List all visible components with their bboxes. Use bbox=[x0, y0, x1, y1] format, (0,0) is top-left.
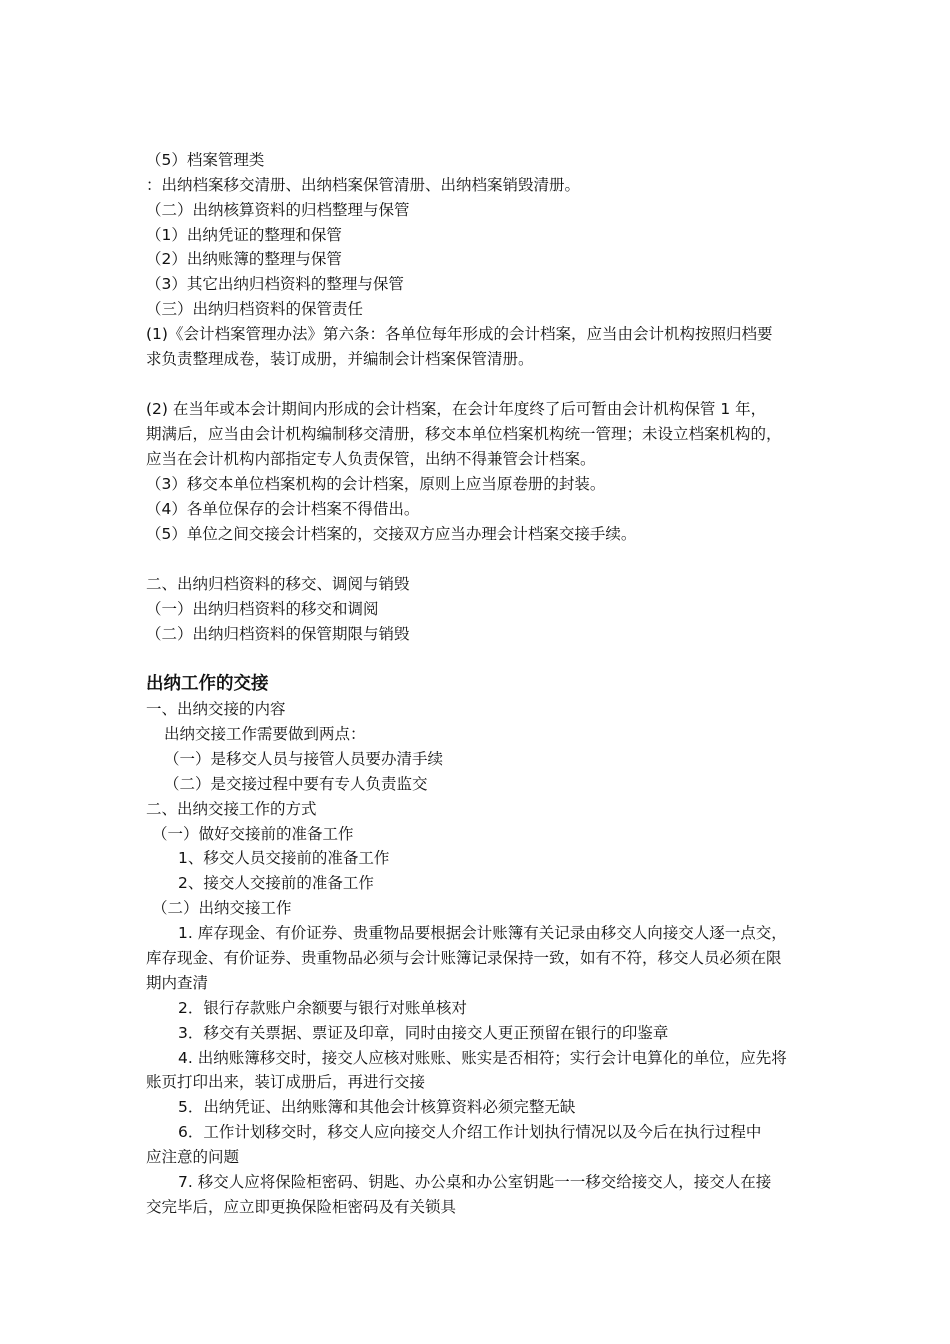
point-two: （二）是交接过程中要有专人负责监交 bbox=[164, 775, 428, 793]
step-5: 5．出纳凭证、出纳账簿和其他会计核算资料必须完整无缺 bbox=[178, 1098, 576, 1116]
section-two-heading: 二、出纳归档资料的移交、调阅与销毁 bbox=[146, 575, 410, 593]
item-ledger-storage: （2）出纳账簿的整理与保管 bbox=[146, 250, 342, 268]
archive-lists-text: ：出纳档案移交清册、出纳档案保管清册、出纳档案销毁清册。 bbox=[146, 176, 581, 194]
handover-content-heading: 一、出纳交接的内容 bbox=[146, 700, 286, 718]
step-2: 2．银行存款账户余额要与银行对账单核对 bbox=[178, 999, 467, 1017]
subheading-retention-destruction: （二）出纳归档资料的保管期限与销毁 bbox=[146, 625, 410, 643]
subheading-filing-storage: （二）出纳核算资料的归档整理与保管 bbox=[146, 201, 410, 219]
step-6-line-1: 6．工作计划移交时，移交人应向接交人介绍工作计划执行情况以及今后在执行过程中 bbox=[178, 1123, 762, 1141]
item-other-materials: （3）其它出纳归档资料的整理与保管 bbox=[146, 275, 404, 293]
prep-work-heading: （一）做好交接前的准备工作 bbox=[152, 825, 354, 843]
step-7-line-2: 交完毕后，应立即更换保险柜密码及有关锁具 bbox=[146, 1198, 457, 1216]
prep-item-1: 1、移交人员交接前的准备工作 bbox=[178, 849, 390, 867]
section-title-cashier-handover: 出纳工作的交接 bbox=[146, 674, 269, 694]
paragraph-2-line-2: 期满后，应当由会计机构编制移交清册，移交本单位档案机构统一管理；未设立档案机构的， bbox=[146, 425, 782, 443]
handover-two-points: 出纳交接工作需要做到两点： bbox=[164, 725, 366, 743]
handover-methods-heading: 二、出纳交接工作的方式 bbox=[146, 800, 317, 818]
prep-item-2: 2、接交人交接前的准备工作 bbox=[178, 874, 374, 892]
paragraph-2-line-3: 应当在会计机构内部指定专人负责保管，出纳不得兼管会计档案。 bbox=[146, 450, 596, 468]
subheading-storage-responsibility: （三）出纳归档资料的保管责任 bbox=[146, 300, 364, 318]
item-4-no-lending: （4）各单位保存的会计档案不得借出。 bbox=[146, 500, 420, 518]
step-4-line-2: 账页打印出来，装订成册后，再进行交接 bbox=[146, 1073, 426, 1091]
subheading-transfer-access: （一）出纳归档资料的移交和调阅 bbox=[146, 600, 379, 618]
paragraph-2-line-1: (2) 在当年或本会计期间内形成的会计档案，在会计年度终了后可暂由会计机构保管 1 年， bbox=[146, 400, 767, 418]
step-1-line-3: 期内查清 bbox=[146, 974, 209, 992]
step-1-line-1: 1. 库存现金、有价证券、贵重物品要根据会计账簿有关记录由移交人向接交人逐一点交， bbox=[178, 924, 787, 942]
item-voucher-storage: （1）出纳凭证的整理和保管 bbox=[146, 226, 342, 244]
step-4-line-1: 4. 出纳账簿移交时，接交人应核对账账、账实是否相符；实行会计电算化的单位，应先将 bbox=[178, 1049, 787, 1067]
point-one: （一）是移交人员与接管人员要办清手续 bbox=[164, 750, 444, 768]
item-3-transfer: （3）移交本单位档案机构的会计档案，原则上应当原卷册的封装。 bbox=[146, 475, 606, 493]
paragraph-1-line-2: 求负责整理成卷，装订成册，并编制会计档案保管清册。 bbox=[146, 350, 534, 368]
step-7-line-1: 7. 移交人应将保险柜密码、钥匙、办公桌和办公室钥匙一一移交给接交人，接交人在接 bbox=[178, 1173, 772, 1191]
paragraph-1-line-1: (1)《会计档案管理办法》第六条：各单位每年形成的会计档案，应当由会计机构按照归档要 bbox=[146, 325, 773, 343]
step-1-line-2: 库存现金、有价证券、贵重物品必须与会计账簿记录保持一致，如有不符，移交人员必须在限 bbox=[146, 949, 782, 967]
handover-work-heading: （二）出纳交接工作 bbox=[152, 899, 292, 917]
step-6-line-2: 应注意的问题 bbox=[146, 1148, 240, 1166]
step-3: 3．移交有关票据、票证及印章，同时由接交人更正预留在银行的印鉴章 bbox=[178, 1024, 669, 1042]
item-archive-management: （5）档案管理类 bbox=[146, 151, 265, 169]
item-5-handover: （5）单位之间交接会计档案的，交接双方应当办理会计档案交接手续。 bbox=[146, 525, 637, 543]
